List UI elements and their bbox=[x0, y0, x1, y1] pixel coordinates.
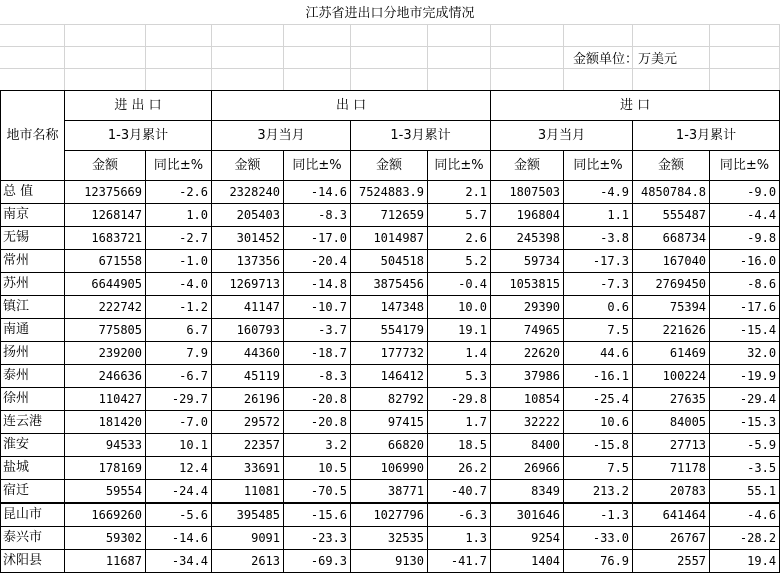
table-row bbox=[1, 227, 780, 250]
city-cell[interactable]: 沭阳县 bbox=[1, 550, 65, 573]
amount-cell[interactable]: 146412 bbox=[351, 365, 428, 388]
yoy-cell[interactable]: 7.5 bbox=[564, 457, 633, 480]
yoy-cell[interactable]: 19.1 bbox=[428, 319, 491, 342]
header-row-periods bbox=[1, 121, 780, 151]
amount-cell[interactable]: 181420 bbox=[65, 411, 146, 434]
amount-cell[interactable]: 4850784.8 bbox=[633, 181, 710, 204]
amount-header[interactable]: 金额 bbox=[65, 151, 146, 181]
table-row bbox=[1, 388, 780, 411]
amount-cell[interactable]: 239200 bbox=[65, 342, 146, 365]
table-row bbox=[1, 250, 780, 273]
yoy-cell[interactable]: -16.1 bbox=[564, 365, 633, 388]
amount-cell[interactable]: 74965 bbox=[491, 319, 564, 342]
amount-cell[interactable]: 61469 bbox=[633, 342, 710, 365]
table-row bbox=[1, 273, 780, 296]
table-row bbox=[1, 503, 780, 527]
amount-cell[interactable]: 1807503 bbox=[491, 181, 564, 204]
amount-cell[interactable]: 97415 bbox=[351, 411, 428, 434]
yoy-cell[interactable]: -9.8 bbox=[710, 227, 780, 250]
amount-cell[interactable]: 41147 bbox=[212, 296, 284, 319]
yoy-header[interactable]: 同比±% bbox=[428, 151, 491, 181]
amount-cell[interactable]: 59302 bbox=[65, 527, 146, 550]
amount-cell[interactable]: 554179 bbox=[351, 319, 428, 342]
trade-table bbox=[0, 90, 780, 573]
amount-cell[interactable]: 3875456 bbox=[351, 273, 428, 296]
yoy-cell[interactable]: 6.7 bbox=[146, 319, 212, 342]
yoy-cell[interactable]: -41.7 bbox=[428, 550, 491, 573]
unit-label: 金额单位：万美元 bbox=[573, 52, 678, 67]
yoy-cell[interactable]: -4.6 bbox=[710, 503, 780, 527]
amount-cell[interactable]: 147348 bbox=[351, 296, 428, 319]
yoy-cell[interactable]: 1.0 bbox=[146, 204, 212, 227]
yoy-cell[interactable]: 10.0 bbox=[428, 296, 491, 319]
yoy-cell[interactable]: -29.8 bbox=[428, 388, 491, 411]
yoy-cell[interactable]: 2.1 bbox=[428, 181, 491, 204]
yoy-cell[interactable]: 5.3 bbox=[428, 365, 491, 388]
city-cell[interactable]: 苏州 bbox=[1, 273, 65, 296]
city-cell[interactable]: 昆山市 bbox=[1, 503, 65, 527]
amount-cell[interactable]: 301452 bbox=[212, 227, 284, 250]
city-cell[interactable]: 泰兴市 bbox=[1, 527, 65, 550]
amount-cell[interactable]: 11081 bbox=[212, 480, 284, 504]
table-row bbox=[1, 480, 780, 504]
yoy-cell[interactable]: -29.4 bbox=[710, 388, 780, 411]
yoy-cell[interactable]: -10.7 bbox=[284, 296, 351, 319]
yoy-cell[interactable]: -18.7 bbox=[284, 342, 351, 365]
yoy-cell[interactable]: -17.6 bbox=[710, 296, 780, 319]
amount-cell[interactable]: 2613 bbox=[212, 550, 284, 573]
yoy-cell[interactable]: -7.3 bbox=[564, 273, 633, 296]
yoy-cell[interactable]: -4.0 bbox=[146, 273, 212, 296]
yoy-cell[interactable]: -70.5 bbox=[284, 480, 351, 504]
amount-cell[interactable]: 71178 bbox=[633, 457, 710, 480]
amount-cell[interactable]: 246636 bbox=[65, 365, 146, 388]
amount-header[interactable]: 金额 bbox=[491, 151, 564, 181]
amount-cell[interactable]: 94533 bbox=[65, 434, 146, 457]
amount-cell[interactable]: 6644905 bbox=[65, 273, 146, 296]
table-row bbox=[1, 342, 780, 365]
amount-cell[interactable]: 32535 bbox=[351, 527, 428, 550]
table-row bbox=[1, 457, 780, 480]
yoy-header[interactable]: 同比±% bbox=[710, 151, 780, 181]
amount-cell[interactable]: 712659 bbox=[351, 204, 428, 227]
city-cell[interactable]: 常州 bbox=[1, 250, 65, 273]
yoy-cell[interactable]: -0.4 bbox=[428, 273, 491, 296]
yoy-cell[interactable]: -1.3 bbox=[564, 503, 633, 527]
amount-header[interactable]: 金额 bbox=[633, 151, 710, 181]
table-row bbox=[1, 181, 780, 204]
amount-cell[interactable]: 10854 bbox=[491, 388, 564, 411]
amount-cell[interactable]: 555487 bbox=[633, 204, 710, 227]
yoy-cell[interactable]: -24.4 bbox=[146, 480, 212, 504]
amount-cell[interactable]: 20783 bbox=[633, 480, 710, 504]
amount-cell[interactable]: 75394 bbox=[633, 296, 710, 319]
yoy-header[interactable]: 同比±% bbox=[146, 151, 212, 181]
period-header-import-cumulative[interactable]: 1-3月累计 bbox=[633, 121, 780, 151]
city-cell[interactable]: 扬州 bbox=[1, 342, 65, 365]
city-cell[interactable]: 南京 bbox=[1, 204, 65, 227]
amount-cell[interactable]: 641464 bbox=[633, 503, 710, 527]
yoy-cell[interactable]: -4.9 bbox=[564, 181, 633, 204]
amount-cell[interactable]: 2328240 bbox=[212, 181, 284, 204]
city-cell[interactable]: 宿迁 bbox=[1, 480, 65, 504]
amount-cell[interactable]: 29572 bbox=[212, 411, 284, 434]
group-header-export[interactable]: 出 口 bbox=[212, 91, 491, 121]
yoy-cell[interactable]: -25.4 bbox=[564, 388, 633, 411]
amount-cell[interactable]: 22620 bbox=[491, 342, 564, 365]
yoy-cell[interactable]: -1.2 bbox=[146, 296, 212, 319]
amount-cell[interactable]: 1269713 bbox=[212, 273, 284, 296]
amount-cell[interactable]: 671558 bbox=[65, 250, 146, 273]
amount-cell[interactable]: 59554 bbox=[65, 480, 146, 504]
yoy-cell[interactable]: -17.3 bbox=[564, 250, 633, 273]
amount-cell[interactable]: 205403 bbox=[212, 204, 284, 227]
yoy-cell[interactable]: 2.6 bbox=[428, 227, 491, 250]
yoy-cell[interactable]: -7.0 bbox=[146, 411, 212, 434]
amount-cell[interactable]: 106990 bbox=[351, 457, 428, 480]
yoy-cell[interactable]: -14.6 bbox=[284, 181, 351, 204]
yoy-cell[interactable]: -17.0 bbox=[284, 227, 351, 250]
amount-cell[interactable]: 137356 bbox=[212, 250, 284, 273]
amount-cell[interactable]: 167040 bbox=[633, 250, 710, 273]
yoy-cell[interactable]: -20.8 bbox=[284, 411, 351, 434]
table-row bbox=[1, 296, 780, 319]
amount-cell[interactable]: 177732 bbox=[351, 342, 428, 365]
yoy-cell[interactable]: 18.5 bbox=[428, 434, 491, 457]
yoy-cell[interactable]: 32.0 bbox=[710, 342, 780, 365]
amount-cell[interactable]: 26196 bbox=[212, 388, 284, 411]
amount-cell[interactable]: 1683721 bbox=[65, 227, 146, 250]
amount-cell[interactable]: 221626 bbox=[633, 319, 710, 342]
yoy-cell[interactable]: -69.3 bbox=[284, 550, 351, 573]
yoy-header[interactable]: 同比±% bbox=[564, 151, 633, 181]
yoy-cell[interactable]: -3.8 bbox=[564, 227, 633, 250]
amount-cell[interactable]: 45119 bbox=[212, 365, 284, 388]
amount-cell[interactable]: 84005 bbox=[633, 411, 710, 434]
amount-cell[interactable]: 9254 bbox=[491, 527, 564, 550]
yoy-cell[interactable]: -14.6 bbox=[146, 527, 212, 550]
yoy-header[interactable]: 同比±% bbox=[284, 151, 351, 181]
period-header-export-month[interactable]: 3月当月 bbox=[212, 121, 351, 151]
amount-cell[interactable]: 38771 bbox=[351, 480, 428, 504]
yoy-cell[interactable]: -28.2 bbox=[710, 527, 780, 550]
yoy-cell[interactable]: -33.0 bbox=[564, 527, 633, 550]
yoy-cell[interactable]: -15.3 bbox=[710, 411, 780, 434]
yoy-cell[interactable]: -15.4 bbox=[710, 319, 780, 342]
header-row-groups bbox=[1, 91, 780, 121]
yoy-cell[interactable]: -2.6 bbox=[146, 181, 212, 204]
yoy-cell[interactable]: -6.3 bbox=[428, 503, 491, 527]
yoy-cell[interactable]: -19.9 bbox=[710, 365, 780, 388]
amount-cell[interactable]: 26966 bbox=[491, 457, 564, 480]
amount-cell[interactable]: 2769450 bbox=[633, 273, 710, 296]
amount-cell[interactable]: 504518 bbox=[351, 250, 428, 273]
table-row bbox=[1, 527, 780, 550]
yoy-cell[interactable]: 12.4 bbox=[146, 457, 212, 480]
period-header-import-month[interactable]: 3月当月 bbox=[491, 121, 633, 151]
yoy-cell[interactable]: 26.2 bbox=[428, 457, 491, 480]
amount-cell[interactable]: 1669260 bbox=[65, 503, 146, 527]
amount-cell[interactable]: 668734 bbox=[633, 227, 710, 250]
amount-cell[interactable]: 22357 bbox=[212, 434, 284, 457]
yoy-cell[interactable]: -40.7 bbox=[428, 480, 491, 504]
amount-cell[interactable]: 29390 bbox=[491, 296, 564, 319]
table-row bbox=[1, 411, 780, 434]
table-row bbox=[1, 365, 780, 388]
group-header-import[interactable]: 进 口 bbox=[491, 91, 780, 121]
amount-cell[interactable]: 8400 bbox=[491, 434, 564, 457]
yoy-cell[interactable]: -3.7 bbox=[284, 319, 351, 342]
amount-cell[interactable]: 32222 bbox=[491, 411, 564, 434]
yoy-cell[interactable]: -8.6 bbox=[710, 273, 780, 296]
yoy-cell[interactable]: -23.3 bbox=[284, 527, 351, 550]
amount-cell[interactable]: 26767 bbox=[633, 527, 710, 550]
yoy-cell[interactable]: 7.5 bbox=[564, 319, 633, 342]
city-cell[interactable]: 泰州 bbox=[1, 365, 65, 388]
yoy-cell[interactable]: 55.1 bbox=[710, 480, 780, 504]
amount-cell[interactable]: 9091 bbox=[212, 527, 284, 550]
yoy-cell[interactable]: 76.9 bbox=[564, 550, 633, 573]
yoy-cell[interactable]: -5.6 bbox=[146, 503, 212, 527]
yoy-cell[interactable]: -9.0 bbox=[710, 181, 780, 204]
amount-cell[interactable]: 1404 bbox=[491, 550, 564, 573]
yoy-cell[interactable]: -8.3 bbox=[284, 204, 351, 227]
amount-cell[interactable]: 37986 bbox=[491, 365, 564, 388]
table-row bbox=[1, 204, 780, 227]
amount-cell[interactable]: 160793 bbox=[212, 319, 284, 342]
amount-header[interactable]: 金额 bbox=[212, 151, 284, 181]
table-row bbox=[1, 434, 780, 457]
amount-cell[interactable]: 1014987 bbox=[351, 227, 428, 250]
amount-cell[interactable]: 245398 bbox=[491, 227, 564, 250]
amount-cell[interactable]: 27635 bbox=[633, 388, 710, 411]
yoy-cell[interactable]: 1.4 bbox=[428, 342, 491, 365]
yoy-cell[interactable]: -15.6 bbox=[284, 503, 351, 527]
amount-cell[interactable]: 44360 bbox=[212, 342, 284, 365]
amount-cell[interactable]: 12375669 bbox=[65, 181, 146, 204]
amount-header[interactable]: 金额 bbox=[351, 151, 428, 181]
amount-cell[interactable]: 222742 bbox=[65, 296, 146, 319]
yoy-cell[interactable]: -4.4 bbox=[710, 204, 780, 227]
yoy-cell[interactable]: -29.7 bbox=[146, 388, 212, 411]
amount-cell[interactable]: 100224 bbox=[633, 365, 710, 388]
yoy-cell[interactable]: -2.7 bbox=[146, 227, 212, 250]
city-column-header[interactable]: 地市名称 bbox=[1, 91, 65, 181]
yoy-cell[interactable]: 5.2 bbox=[428, 250, 491, 273]
amount-cell[interactable]: 11687 bbox=[65, 550, 146, 573]
yoy-cell[interactable]: 5.7 bbox=[428, 204, 491, 227]
yoy-cell[interactable]: 44.6 bbox=[564, 342, 633, 365]
table-row bbox=[1, 319, 780, 342]
period-header-total-cumulative[interactable]: 1-3月累计 bbox=[65, 121, 212, 151]
yoy-cell[interactable]: -20.4 bbox=[284, 250, 351, 273]
amount-cell[interactable]: 33691 bbox=[212, 457, 284, 480]
amount-cell[interactable]: 775805 bbox=[65, 319, 146, 342]
city-cell[interactable]: 盐城 bbox=[1, 457, 65, 480]
yoy-cell[interactable]: 10.6 bbox=[564, 411, 633, 434]
amount-cell[interactable]: 82792 bbox=[351, 388, 428, 411]
yoy-cell[interactable]: -5.9 bbox=[710, 434, 780, 457]
city-cell[interactable]: 无锡 bbox=[1, 227, 65, 250]
city-cell[interactable]: 总 值 bbox=[1, 181, 65, 204]
amount-cell[interactable]: 178169 bbox=[65, 457, 146, 480]
city-cell[interactable]: 徐州 bbox=[1, 388, 65, 411]
yoy-cell[interactable]: -6.7 bbox=[146, 365, 212, 388]
yoy-cell[interactable]: 7.9 bbox=[146, 342, 212, 365]
amount-cell[interactable]: 59734 bbox=[491, 250, 564, 273]
amount-cell[interactable]: 8349 bbox=[491, 480, 564, 504]
yoy-cell[interactable]: 213.2 bbox=[564, 480, 633, 504]
amount-cell[interactable]: 395485 bbox=[212, 503, 284, 527]
amount-cell[interactable]: 110427 bbox=[65, 388, 146, 411]
yoy-cell[interactable]: -8.3 bbox=[284, 365, 351, 388]
group-header-total[interactable]: 进 出 口 bbox=[65, 91, 212, 121]
yoy-cell[interactable]: 0.6 bbox=[564, 296, 633, 319]
city-cell[interactable]: 镇江 bbox=[1, 296, 65, 319]
yoy-cell[interactable]: -16.0 bbox=[710, 250, 780, 273]
yoy-cell[interactable]: -20.8 bbox=[284, 388, 351, 411]
yoy-cell[interactable]: -34.4 bbox=[146, 550, 212, 573]
amount-cell[interactable]: 2557 bbox=[633, 550, 710, 573]
city-cell[interactable]: 淮安 bbox=[1, 434, 65, 457]
amount-cell[interactable]: 27713 bbox=[633, 434, 710, 457]
amount-cell[interactable]: 301646 bbox=[491, 503, 564, 527]
yoy-cell[interactable]: 3.2 bbox=[284, 434, 351, 457]
yoy-cell[interactable]: -15.8 bbox=[564, 434, 633, 457]
city-cell[interactable]: 连云港 bbox=[1, 411, 65, 434]
yoy-cell[interactable]: 10.1 bbox=[146, 434, 212, 457]
table-row bbox=[1, 550, 780, 573]
amount-cell[interactable]: 1053815 bbox=[491, 273, 564, 296]
yoy-cell[interactable]: 19.4 bbox=[710, 550, 780, 573]
yoy-cell[interactable]: 1.7 bbox=[428, 411, 491, 434]
amount-cell[interactable]: 1027796 bbox=[351, 503, 428, 527]
amount-cell[interactable]: 1268147 bbox=[65, 204, 146, 227]
amount-cell[interactable]: 9130 bbox=[351, 550, 428, 573]
yoy-cell[interactable]: -1.0 bbox=[146, 250, 212, 273]
yoy-cell[interactable]: 10.5 bbox=[284, 457, 351, 480]
header-row-metrics bbox=[1, 151, 780, 181]
yoy-cell[interactable]: -14.8 bbox=[284, 273, 351, 296]
amount-cell[interactable]: 196804 bbox=[491, 204, 564, 227]
period-header-export-cumulative[interactable]: 1-3月累计 bbox=[351, 121, 491, 151]
amount-cell[interactable]: 7524883.9 bbox=[351, 181, 428, 204]
yoy-cell[interactable]: 1.3 bbox=[428, 527, 491, 550]
city-cell[interactable]: 南通 bbox=[1, 319, 65, 342]
yoy-cell[interactable]: 1.1 bbox=[564, 204, 633, 227]
sheet-title: 江苏省进出口分地市完成情况 bbox=[305, 6, 475, 21]
amount-cell[interactable]: 66820 bbox=[351, 434, 428, 457]
yoy-cell[interactable]: -3.5 bbox=[710, 457, 780, 480]
